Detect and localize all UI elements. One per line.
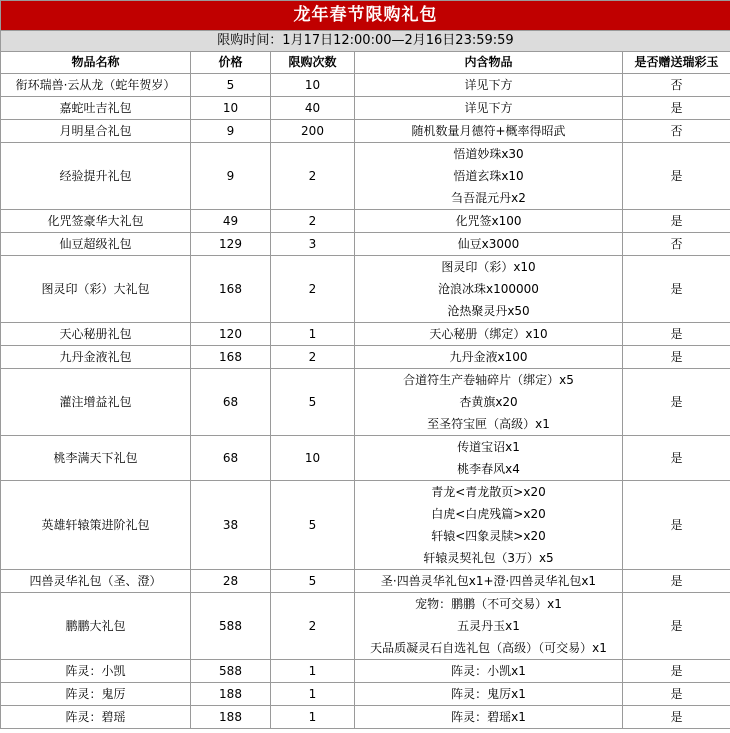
gift-cell: 否 [623, 120, 730, 143]
content-line: 圣·四兽灵华礼包x1+澄·四兽灵华礼包x1 [380, 574, 597, 588]
contents-cell [355, 143, 623, 210]
content-line: 轩辕<四象灵牍>x20 [431, 529, 546, 543]
table-row [1, 436, 730, 481]
price-cell: 588 [191, 660, 271, 683]
table-row [1, 74, 730, 97]
price-cell: 129 [191, 233, 271, 256]
limit-cell: 1 [271, 683, 355, 706]
gift-cell: 是 [623, 346, 730, 369]
item-name-cell: 阵灵：碧瑶 [1, 706, 191, 729]
content-line: 随机数量月德符+概率得昭武 [411, 124, 566, 138]
gift-cell: 是 [623, 706, 730, 729]
column-header-name: 物品名称 [1, 52, 191, 74]
limit-cell: 2 [271, 593, 355, 660]
gift-cell: 是 [623, 683, 730, 706]
content-line: 详见下方 [464, 101, 513, 115]
table-row [1, 97, 730, 120]
table-row [1, 369, 730, 436]
price-cell: 168 [191, 256, 271, 323]
table-row [1, 323, 730, 346]
contents-cell [355, 97, 623, 120]
table-row [1, 683, 730, 706]
item-name-cell: 鹏鹏大礼包 [1, 593, 191, 660]
limit-cell: 2 [271, 256, 355, 323]
price-cell: 9 [191, 120, 271, 143]
price-cell: 9 [191, 143, 271, 210]
content-line: 详见下方 [464, 78, 513, 92]
item-name-cell: 仙豆超级礼包 [1, 233, 191, 256]
item-name-cell: 化咒签豪华大礼包 [1, 210, 191, 233]
contents-cell [355, 74, 623, 97]
column-header-items: 内含物品 [355, 52, 623, 74]
contents-cell [355, 481, 623, 570]
column-header-price: 价格 [191, 52, 271, 74]
content-line: 阵灵：鬼厉x1 [451, 687, 526, 701]
table-title: 龙年春节限购礼包 [1, 1, 730, 31]
contents-cell [355, 256, 623, 323]
gift-cell: 是 [623, 660, 730, 683]
content-line: 桃李春风x4 [457, 462, 520, 476]
column-header-limit: 限购次数 [271, 52, 355, 74]
limit-cell: 10 [271, 436, 355, 481]
gift-cell: 是 [623, 143, 730, 210]
item-name-cell: 衔环瑞兽·云从龙（蛇年贺岁） [1, 74, 191, 97]
price-cell: 10 [191, 97, 271, 120]
limit-cell: 1 [271, 660, 355, 683]
content-line: 天心秘册（绑定）x10 [429, 327, 548, 341]
contents-cell [355, 683, 623, 706]
price-cell: 68 [191, 436, 271, 481]
limit-cell: 5 [271, 481, 355, 570]
item-name-cell: 月明星合礼包 [1, 120, 191, 143]
content-line: 白虎<白虎残篇>x20 [431, 507, 546, 521]
item-name-cell: 灌注增益礼包 [1, 369, 191, 436]
content-line: 杏黄旗x20 [459, 395, 518, 409]
item-name-cell: 图灵印（彩）大礼包 [1, 256, 191, 323]
content-line: 宠物：鹏鹏（不可交易）x1 [415, 597, 562, 611]
limit-cell: 5 [271, 369, 355, 436]
gift-cell: 是 [623, 436, 730, 481]
limit-cell: 5 [271, 570, 355, 593]
gift-cell: 是 [623, 481, 730, 570]
content-line: 沧浪冰珠x100000 [438, 282, 539, 296]
item-name-cell: 天心秘册礼包 [1, 323, 191, 346]
price-cell: 168 [191, 346, 271, 369]
contents-cell [355, 593, 623, 660]
item-name-cell: 九丹金液礼包 [1, 346, 191, 369]
title-row [1, 1, 730, 31]
limit-cell: 1 [271, 323, 355, 346]
contents-cell [355, 570, 623, 593]
column-header-gift: 是否赠送瑞彩玉 [623, 52, 730, 74]
table-row [1, 481, 730, 570]
table-row [1, 570, 730, 593]
contents-cell [355, 233, 623, 256]
limit-cell: 1 [271, 706, 355, 729]
purchase-period: 限购时间：1月17日12:00:00—2月16日23:59:59 [1, 31, 730, 52]
table-row [1, 120, 730, 143]
gift-cell: 是 [623, 210, 730, 233]
limit-cell: 2 [271, 346, 355, 369]
table-row [1, 233, 730, 256]
contents-cell [355, 210, 623, 233]
limit-cell: 200 [271, 120, 355, 143]
table-row [1, 143, 730, 210]
gift-cell: 是 [623, 593, 730, 660]
content-line: 天品质凝灵石自选礼包（高级）（可交易）x1 [370, 641, 607, 655]
price-cell: 188 [191, 683, 271, 706]
content-line: 刍吾混元丹x2 [451, 191, 526, 205]
gift-cell: 是 [623, 369, 730, 436]
contents-cell [355, 369, 623, 436]
table-row [1, 660, 730, 683]
contents-cell [355, 120, 623, 143]
content-line: 悟道玄珠x10 [453, 169, 524, 183]
gift-cell: 否 [623, 233, 730, 256]
gift-cell: 是 [623, 256, 730, 323]
table-row [1, 210, 730, 233]
content-line: 传道宝诏x1 [457, 440, 520, 454]
content-line: 轩辕灵契礼包（3万）x5 [423, 551, 554, 565]
content-line: 阵灵：碧瑶x1 [451, 710, 526, 724]
table-row [1, 706, 730, 729]
content-line: 沧热聚灵丹x50 [447, 304, 530, 318]
content-line: 五灵丹玉x1 [457, 619, 520, 633]
item-name-cell: 阵灵：鬼厉 [1, 683, 191, 706]
price-cell: 120 [191, 323, 271, 346]
item-name-cell: 经验提升礼包 [1, 143, 191, 210]
gift-cell: 是 [623, 323, 730, 346]
content-line: 合道符生产卷轴碎片（绑定）x5 [403, 373, 574, 387]
limit-cell: 2 [271, 143, 355, 210]
table-row [1, 346, 730, 369]
table-row [1, 256, 730, 323]
contents-cell [355, 436, 623, 481]
limit-cell: 10 [271, 74, 355, 97]
table-row [1, 593, 730, 660]
item-name-cell: 桃李满天下礼包 [1, 436, 191, 481]
gift-cell: 是 [623, 570, 730, 593]
price-cell: 68 [191, 369, 271, 436]
price-cell: 38 [191, 481, 271, 570]
item-name-cell: 阵灵：小凯 [1, 660, 191, 683]
contents-cell [355, 323, 623, 346]
price-cell: 588 [191, 593, 271, 660]
item-name-cell: 英雄轩辕策进阶礼包 [1, 481, 191, 570]
limit-cell: 2 [271, 210, 355, 233]
content-line: 九丹金液x100 [449, 350, 528, 364]
content-line: 至圣符宝匣（高级）x1 [427, 417, 550, 431]
content-line: 青龙<青龙散页>x20 [431, 485, 546, 499]
gift-cell: 是 [623, 97, 730, 120]
content-line: 仙豆x3000 [457, 237, 520, 251]
content-line: 阵灵：小凯x1 [451, 664, 526, 678]
contents-cell [355, 660, 623, 683]
limit-cell: 3 [271, 233, 355, 256]
content-line: 图灵印（彩）x10 [441, 260, 536, 274]
limit-cell: 40 [271, 97, 355, 120]
price-cell: 188 [191, 706, 271, 729]
gift-cell: 否 [623, 74, 730, 97]
item-name-cell: 四兽灵华礼包（圣、澄） [1, 570, 191, 593]
content-line: 悟道妙珠x30 [453, 147, 524, 161]
price-cell: 28 [191, 570, 271, 593]
content-line: 化咒签x100 [455, 214, 522, 228]
contents-cell [355, 706, 623, 729]
contents-cell [355, 346, 623, 369]
price-cell: 5 [191, 74, 271, 97]
period-row [1, 31, 730, 52]
price-cell: 49 [191, 210, 271, 233]
item-name-cell: 嘉蛇吐吉礼包 [1, 97, 191, 120]
header-row [1, 52, 730, 74]
